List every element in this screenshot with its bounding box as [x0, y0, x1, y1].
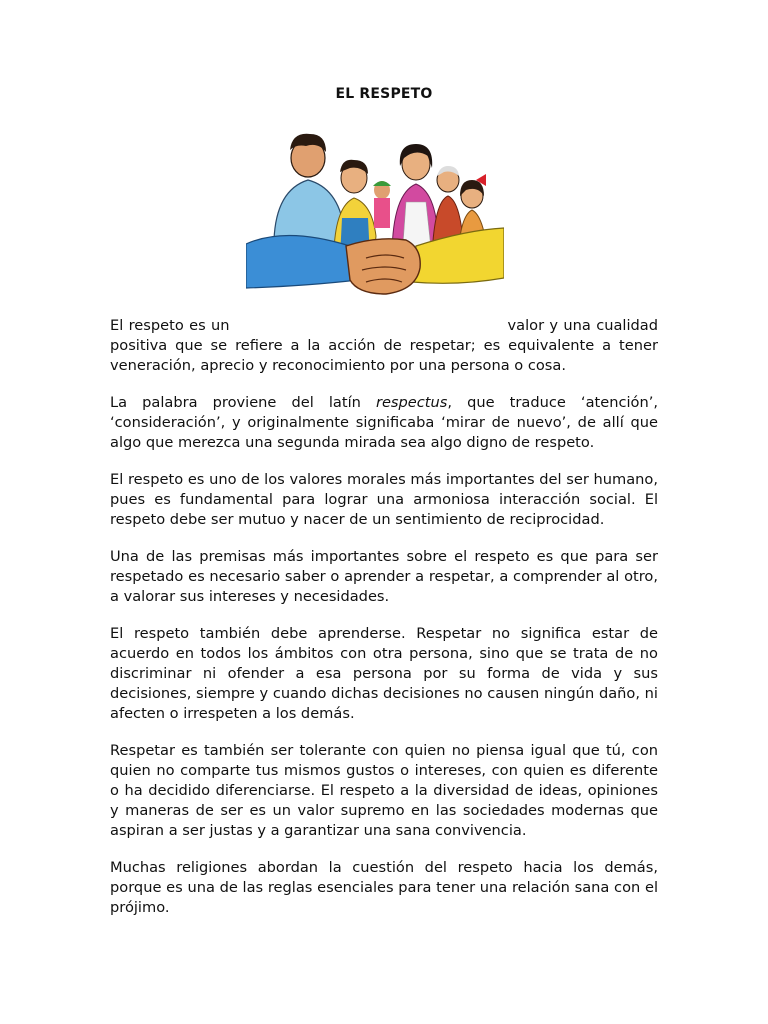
- document-title: EL RESPETO: [335, 86, 433, 102]
- paragraph-2: [110, 393, 658, 453]
- paragraph-1-start: El respeto es un: [110, 317, 230, 334]
- paragraph-5: El respeto también debe aprenderse. Respetar no significa estar de acuerdo en todos los ámbitos con otra persona, sino que se trata de no discriminar ni ofender a esa persona por su forma de vida y sus decisiones, siempre y cuando dichas decisiones no causen ningún daño, ni afecten o irrespeten a los demás.: [110, 625, 658, 722]
- paragraph-1: [110, 316, 658, 376]
- paragraph-1-rest: valor y una cualidad positiva que se refiere a la acción de respetar; es equivalente a tener veneración, aprecio y reconocimiento por una persona o cosa.: [110, 317, 658, 374]
- paragraph-2-rest: , que traduce ‘atención’, ‘consideración’, y originalmente significaba ‘mirar de nuevo’, de allí que algo que merezca una segunda mirada sea algo digno de respeto.: [110, 394, 658, 451]
- paragraph-7: Muchas religiones abordan la cuestión del respeto hacia los demás, porque es una de las reglas esenciales para tener una relación sana con el prójimo.: [110, 859, 658, 916]
- paragraph-3: El respeto es uno de los valores morales más importantes del ser humano, pues es fundamental para lograr una armoniosa interacción social. El respeto debe ser mutuo y nacer de un sentimiento de reciprocidad.: [110, 471, 658, 528]
- paragraph-4: Una de las premisas más importantes sobre el respeto es que para ser respetado es necesario saber o aprender a respetar, a comprender al otro, a valorar sus intereses y necesidades.: [110, 548, 658, 605]
- paragraph-6: Respetar es también ser tolerante con quien no piensa igual que tú, con quien no comparte tus mismos gustos o intereses, con quien es diferente o ha decidido diferenciarse. El respeto a la diversidad de ideas, opiniones y maneras de ser es un valor supremo en las sociedades modernas que aspiran a ser justas y a garantizar una sana convivencia.: [110, 742, 658, 839]
- handshake-people-illustration-icon: [246, 118, 504, 304]
- paragraph-2-start: La palabra proviene del latín: [110, 394, 376, 411]
- paragraph-2-latin-word: respectus: [375, 394, 448, 411]
- body-text: [110, 316, 658, 935]
